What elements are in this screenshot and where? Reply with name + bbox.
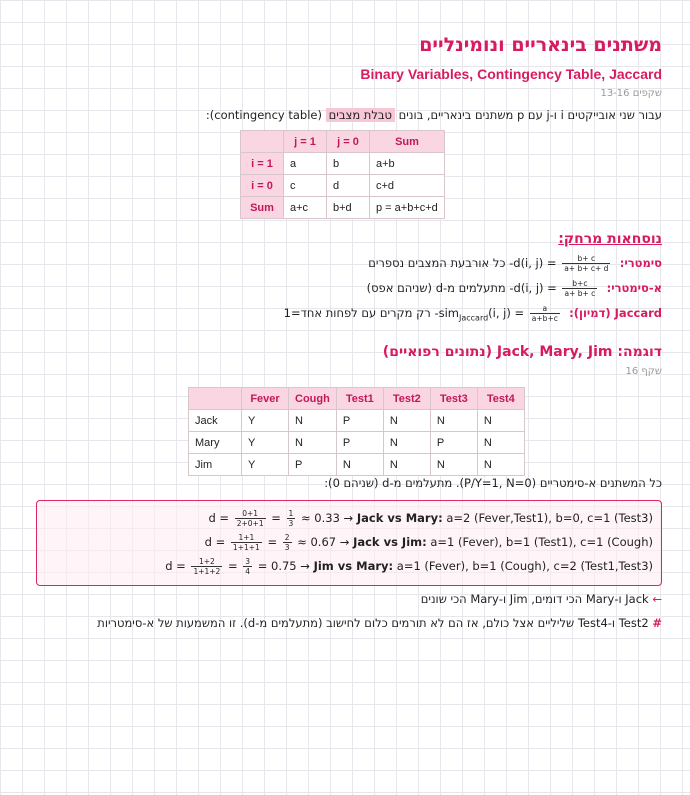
arrow-left-icon: ←: [652, 592, 662, 606]
table-row: [241, 175, 445, 197]
table-row: [189, 454, 525, 476]
symmetric-fraction: [562, 254, 610, 273]
example-header-cell: [189, 388, 242, 410]
jaccard-label: Jaccard (דמיון):: [569, 306, 662, 320]
calc-equals: =: [267, 535, 278, 549]
symmetric-lhs: d(i, j) =: [513, 256, 557, 270]
jaccard-desc: - רק מקרים עם לפחות אחד=1: [283, 306, 439, 320]
page-title-english: Binary Variables, Contingency Table, Jaccard: [360, 66, 662, 82]
page-title-hebrew: משתנים בינאריים ונומינליים: [419, 34, 662, 56]
table-cell: b+d: [327, 197, 370, 219]
jaccard-subscript: Jaccard: [458, 313, 489, 323]
distance-heading: נוסחאות מרחק:: [558, 231, 662, 247]
calc-approx: ≈ 0.33 →: [300, 511, 354, 525]
jaccard-fraction: [530, 304, 560, 323]
table-cell: c: [284, 175, 327, 197]
fraction-denominator: 1+1+1: [232, 543, 260, 552]
patient-name: Jack: [189, 410, 242, 432]
intro-highlight: טבלת מצבים: [326, 108, 395, 122]
calculation-line: [208, 509, 653, 528]
fraction-numerator: 3: [245, 557, 251, 566]
calc-equals: =: [271, 511, 281, 525]
table-cell: Y: [242, 454, 289, 476]
calc-simple-fraction: [283, 533, 292, 552]
table-cell: a: [284, 153, 327, 175]
calc-pair: Jack vs Mary:: [356, 511, 443, 525]
calc-pair: Jack vs Jim:: [353, 535, 427, 549]
fraction-numerator: 1+1: [231, 533, 262, 543]
intro-text: [206, 108, 662, 122]
table-cell: N: [430, 410, 477, 432]
symmetric-label: סימטרי:: [619, 256, 662, 270]
example-header-cell: Test1: [336, 388, 383, 410]
intro-after: (contingency table):: [205, 108, 322, 122]
table-cell: N: [289, 432, 337, 454]
jaccard-lhs: sim: [438, 306, 459, 320]
asymmetric-fraction: [562, 279, 597, 298]
asymmetric-label: א-סימטרי:: [606, 281, 662, 295]
formula-symmetric: [368, 254, 662, 273]
example-data-table: [188, 387, 525, 476]
table-cell: b: [327, 153, 370, 175]
table-cell: p = a+b+c+d: [370, 197, 445, 219]
fraction-numerator: b+c: [562, 279, 597, 289]
example-header-row: [189, 388, 525, 410]
table-cell: N: [289, 410, 337, 432]
table-cell: P: [336, 410, 383, 432]
example-header-cell: Test4: [477, 388, 524, 410]
calc-approx: ≈ 0.67 →: [297, 535, 350, 549]
jaccard-formula: [438, 304, 566, 323]
calc-lhs: d =: [204, 535, 226, 549]
fraction-denominator: 1+1+2: [193, 567, 221, 576]
table-cell: N: [383, 432, 430, 454]
conclusion-similarity: [421, 592, 662, 606]
contingency-header-row: [241, 131, 445, 153]
fraction-denominator: 3: [288, 519, 294, 528]
example-header-cell: Fever: [242, 388, 289, 410]
fraction-numerator: 0+1: [235, 509, 266, 519]
table-cell: Y: [242, 432, 289, 454]
contingency-header-cell: j = 0: [327, 131, 370, 153]
example-heading: דוגמה: Jack, Mary, Jim (נתונים רפואיים): [382, 344, 662, 360]
fraction-numerator: 1+2: [191, 557, 222, 567]
formula-asymmetric: [367, 279, 662, 298]
fraction-denominator: a+ b+ c: [564, 289, 596, 298]
calc-lhs: d =: [165, 559, 186, 573]
contingency-header-cell: [241, 131, 284, 153]
calc-detail: a=1 (Fever), b=1 (Cough), c=2 (Test1,Test3): [396, 559, 653, 573]
slides-reference: שקפים 13-16: [600, 88, 662, 99]
table-cell: P: [430, 432, 477, 454]
calc-fraction: [231, 533, 262, 552]
table-cell: d: [327, 175, 370, 197]
formula-jaccard: [284, 304, 662, 323]
table-row: [189, 432, 525, 454]
row-label: i = 0: [241, 175, 284, 197]
symmetric-formula: [513, 254, 616, 273]
table-cell: N: [383, 410, 430, 432]
fraction-denominator: 3: [284, 543, 290, 552]
hash-icon: #: [652, 616, 662, 630]
fraction-denominator: a+ b+ c+ d: [564, 264, 609, 273]
calculation-line: [205, 533, 653, 552]
table-cell: c+d: [370, 175, 445, 197]
table-cell: a+c: [284, 197, 327, 219]
fraction-denominator: 2+0+1: [236, 519, 264, 528]
fraction-denominator: a+b+c: [531, 314, 558, 323]
contingency-header-cell: j = 1: [284, 131, 327, 153]
calc-approx: = 0.75 →: [257, 559, 310, 573]
symmetric-desc: - כל אורבעת המצבים נספרים: [368, 256, 514, 270]
table-cell: P: [336, 432, 383, 454]
intro-before: עבור שני אובייקטים i ו-j עם p משתנים בינאריים, בונים: [398, 108, 662, 122]
patient-name: Mary: [189, 432, 242, 454]
calc-simple-fraction: [287, 509, 296, 528]
conclusion-asymmetry: [97, 616, 662, 630]
table-cell: N: [477, 410, 524, 432]
asymmetric-lhs: d(i, j) =: [513, 281, 557, 295]
calc-simple-fraction: [243, 557, 252, 576]
asymmetric-formula: [513, 279, 603, 298]
patient-name: Jim: [189, 454, 242, 476]
table-cell: N: [477, 432, 524, 454]
table-row: [241, 153, 445, 175]
fraction-denominator: 4: [245, 567, 251, 576]
table-row: [189, 410, 525, 432]
fraction-numerator: a: [530, 304, 560, 314]
calculation-box: [36, 500, 662, 586]
conclusion-text: Jack ו-Mary הכי דומים, Jim ו-Mary הכי שונים: [420, 592, 649, 606]
calc-fraction: [191, 557, 222, 576]
calc-fraction: [235, 509, 266, 528]
fraction-numerator: 1: [288, 509, 294, 518]
example-header-cell: Cough: [289, 388, 337, 410]
table-cell: a+b: [370, 153, 445, 175]
calc-detail: a=2 (Fever,Test1), b=0, c=1 (Test3): [446, 511, 653, 525]
calc-lhs: d =: [208, 511, 230, 525]
calc-equals: =: [227, 559, 238, 573]
conclusion-text: Test2 ו-Test4 שליליים אצל כולם, אז הם לא תורמים כלום לחישוב (מתעלמים מ-d). זו המשמעות של א-סימטריות: [97, 616, 649, 630]
fraction-numerator: 2: [284, 533, 290, 542]
example-header-cell: Test2: [383, 388, 430, 410]
calculation-line: [165, 557, 653, 576]
table-row: [241, 197, 445, 219]
table-cell: Y: [242, 410, 289, 432]
table-cell: N: [336, 454, 383, 476]
contingency-table: [240, 130, 445, 219]
table-cell: N: [477, 454, 524, 476]
table-cell: N: [383, 454, 430, 476]
fraction-numerator: b+ c: [562, 254, 610, 264]
asymmetric-note: כל המשתנים א-סימטריים (P/Y=1, N=0). מתעלמים מ-d (שניהם 0):: [324, 476, 662, 490]
example-header-cell: Test3: [430, 388, 477, 410]
table-cell: P: [289, 454, 337, 476]
example-slide-reference: שקף 16: [625, 366, 662, 377]
jaccard-args: (i, j) =: [488, 306, 525, 320]
contingency-header-cell: Sum: [370, 131, 445, 153]
calc-pair: Jim vs Mary:: [313, 559, 394, 573]
row-label: Sum: [241, 197, 284, 219]
row-label: i = 1: [241, 153, 284, 175]
table-cell: N: [430, 454, 477, 476]
asymmetric-desc: - מתעלמים מ-d (שניהם אפס): [366, 281, 514, 295]
calc-detail: a=1 (Fever), b=1 (Test1), c=1 (Cough): [430, 535, 653, 549]
